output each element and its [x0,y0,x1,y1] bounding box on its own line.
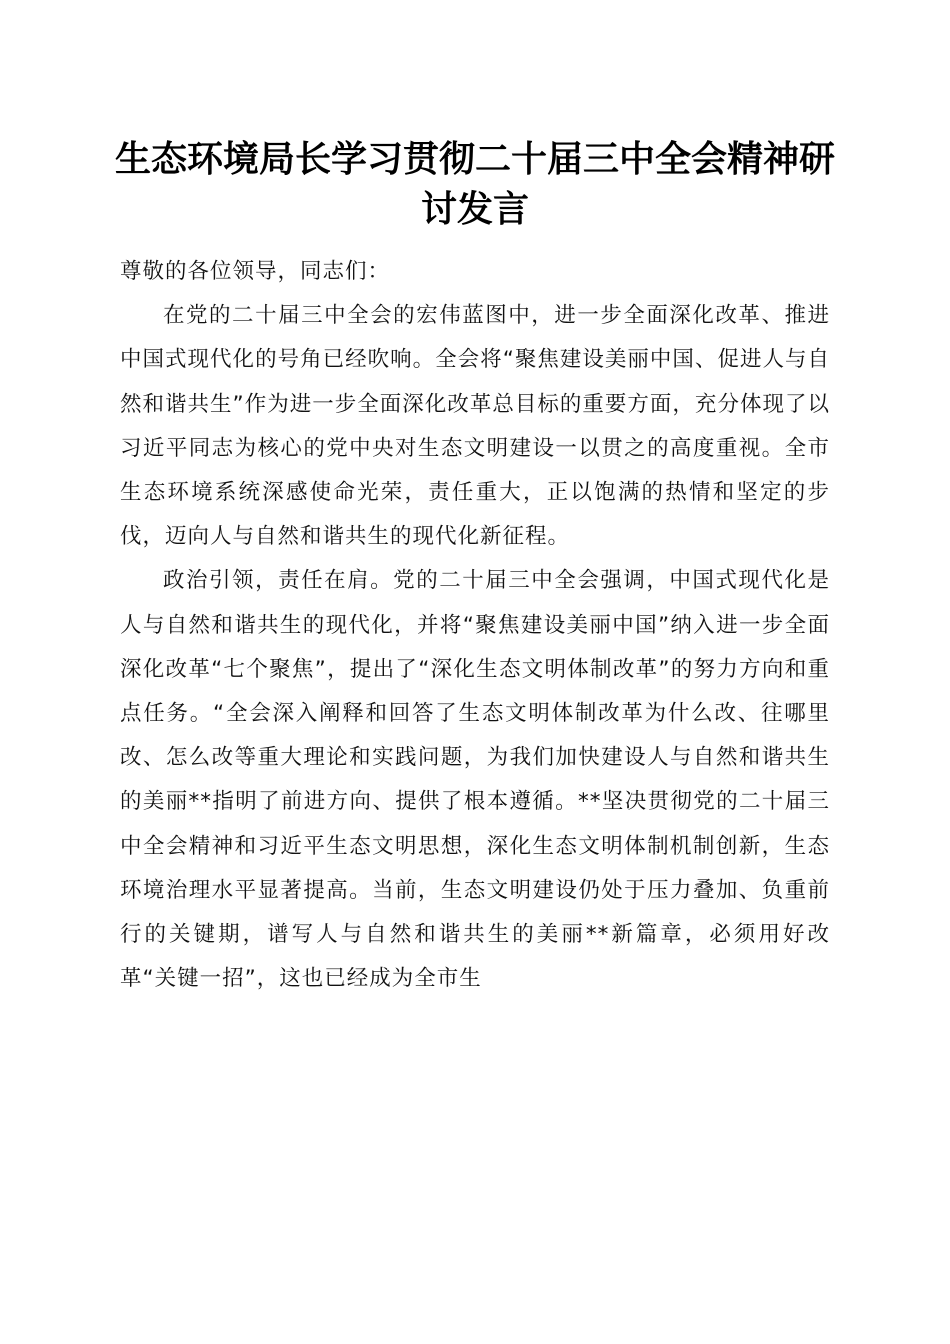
document-title: 生态环境局长学习贯彻二十届三中全会精神研讨发言 [114,138,835,230]
salutation: 尊敬的各位领导，同志们： [120,259,391,284]
document-body [120,250,830,1001]
paragraph-2: 政治引领，责任在肩。党的二十届三中全会强调，中国式现代化是人与自然和谐共生的现代化，并将“聚焦建设美丽中国”纳入进一步全面深化改革“七个聚焦”，提出了“深化生态文明体制改革”的努力方向和重点任务。“全会深入阐释和回答了生态文明体制改革为什么改、往哪里改、怎么改等重大理论和实践问题，为我们加快建设人与自然和谐共生的美丽**指明了前进方向、提供了根本遵循。**坚决贯彻党的二十届三中全会精神和习近平生态文明思想，深化生态文明体制机制创新，生态环境治理水平显著提高。当前，生态文明建设仍处于压力叠加、负重前行的关键期，谱写人与自然和谐共生的美丽**新篇章，必须用好改革“关键一招”，这也已经成为全市生 [120,568,830,992]
paragraph-1: 在党的二十届三中全会的宏伟蓝图中，进一步全面深化改革、推进中国式现代化的号角已经吹响。全会将“聚焦建设美丽中国、促进人与自然和谐共生”作为进一步全面深化改革总目标的重要方面，充分体现了以习近平同志为核心的党中央对生态文明建设一以贯之的高度重视。全市生态环境系统深感使命光荣，责任重大，正以饱满的热情和坚定的步伐，迈向人与自然和谐共生的现代化新征程。 [120,303,830,550]
